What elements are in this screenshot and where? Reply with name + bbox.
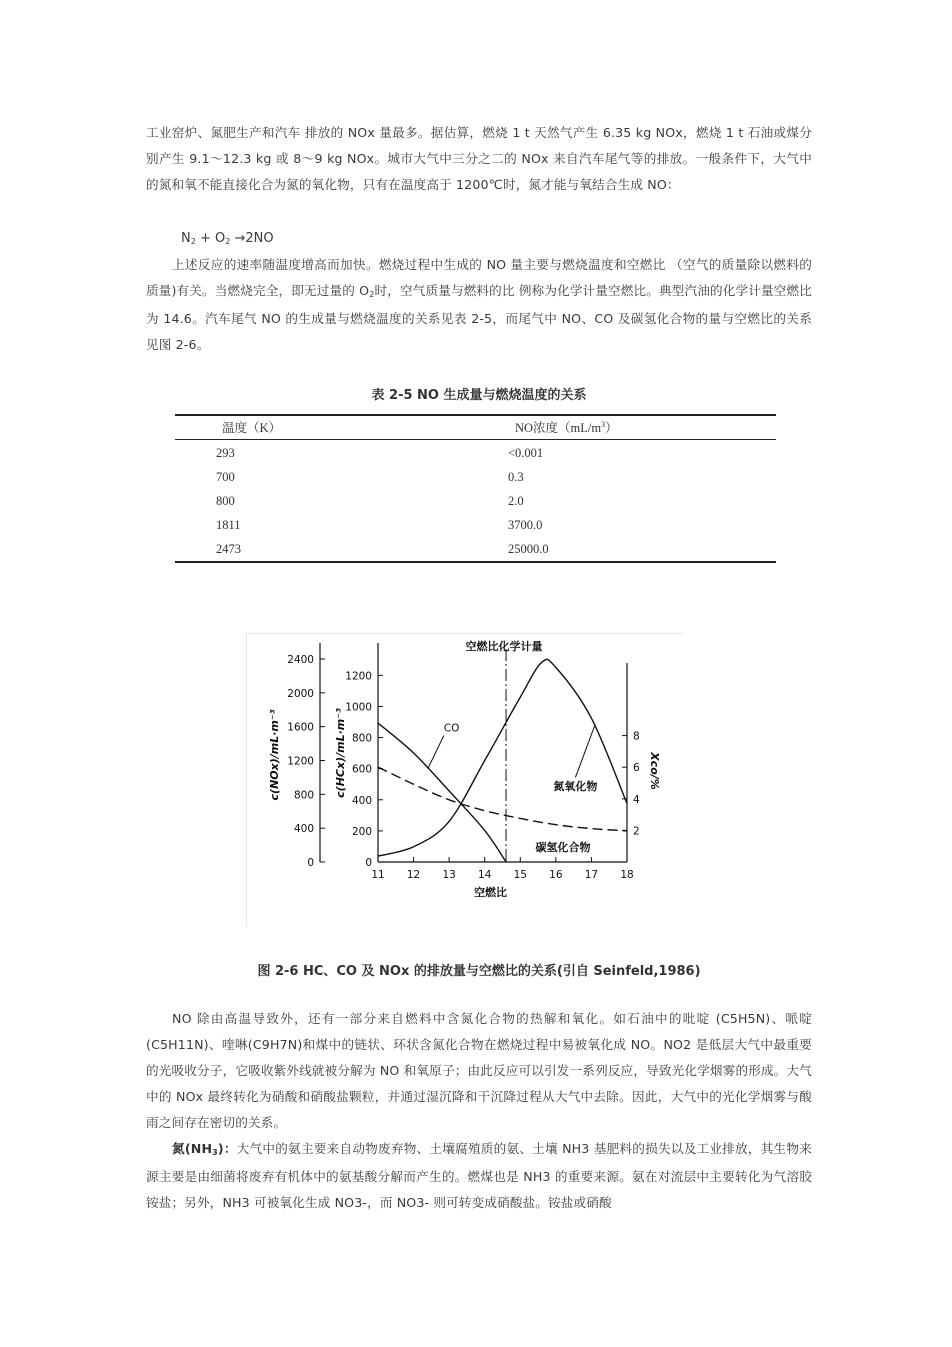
table-cell: 25000.0 bbox=[508, 542, 549, 556]
x-tick-label: 12 bbox=[406, 869, 421, 881]
co-axis-title: Xco/% bbox=[648, 752, 661, 790]
co-leader-line bbox=[428, 736, 444, 769]
stoichiometric-label: 空燃比化学计量 bbox=[465, 640, 543, 653]
co-tick-label: 8 bbox=[633, 730, 640, 743]
paragraph-4-heading: 氮(NH3)： bbox=[172, 1141, 237, 1157]
figure-caption: 图 2-6 HC、CO 及 NOx 的排放量与空燃比的关系(引自 Seinfeld,1986) bbox=[257, 964, 701, 979]
paragraph-4-body: 大气中的氨主要来自动物废弃物、土壤腐殖质的氨、土壤 NH3 基肥料的损失以及工业排放，其生物来源主要是由细菌将废弃有机体中的氨基酸分解而产生的。燃煤也是 NH3 的重要来源。氨在对流层中主要转化为气溶胶铵盐；另外，NH3 可被氧化生成 NO3-，而 NO3- 则可转变成硝酸盐。铵盐或硝酸 bbox=[146, 1141, 812, 1210]
hc-axis-title: c(HCx)/mL·m⁻³ bbox=[334, 708, 347, 798]
co-series-line bbox=[378, 723, 506, 862]
hc-tick-label: 1200 bbox=[345, 670, 372, 683]
co-tick-label: 2 bbox=[633, 825, 640, 838]
hc-tick-label: 1000 bbox=[345, 701, 372, 714]
nox-tick-label: 0 bbox=[307, 857, 314, 869]
hc-tick-label: 400 bbox=[351, 794, 372, 807]
table-cell: <0.001 bbox=[508, 446, 544, 460]
x-tick-label: 18 bbox=[620, 869, 634, 881]
table-header-temperature: 温度（K） bbox=[222, 421, 282, 435]
eq-n-sub: 2 bbox=[190, 237, 196, 246]
table-bottom-rule bbox=[175, 561, 776, 563]
chart-svg bbox=[246, 633, 683, 926]
nox-tick-label: 800 bbox=[293, 789, 314, 802]
nox-axis-title: c(NOx)/mL·m⁻³ bbox=[268, 709, 281, 801]
table-cell: 1811 bbox=[216, 518, 241, 532]
table-top-rule bbox=[175, 414, 776, 416]
nox-leader-line bbox=[575, 725, 595, 777]
x-tick-label: 14 bbox=[478, 869, 492, 881]
table-cell: 700 bbox=[216, 470, 235, 484]
nox-series-line bbox=[378, 659, 627, 856]
co-tick-label: 6 bbox=[633, 762, 640, 775]
table-cell: 293 bbox=[216, 446, 235, 460]
table-cell: 3700.0 bbox=[508, 518, 543, 532]
nox-tick-label: 400 bbox=[293, 823, 314, 836]
co-series-label: CO bbox=[443, 722, 460, 735]
table-cell: 800 bbox=[216, 494, 235, 508]
nox-tick-label: 1600 bbox=[287, 721, 314, 734]
hc-tick-label: 200 bbox=[351, 825, 372, 838]
eq-plus: + O bbox=[195, 231, 226, 246]
paragraph-2-sub: 2 bbox=[369, 290, 375, 299]
eq-o-sub: 2 bbox=[225, 237, 231, 246]
table-header-no-concentration: NO浓度$(mL/m^3)$ bbox=[515, 420, 618, 435]
paragraph-1: 工业窑炉、氮肥生产和汽车 排放的 NOx 量最多。据估算，燃烧 1 t 天然气产生 6.35 kg NOx，燃烧 1 t 石油或煤分别产生 9.1～12.3 kg 或 8～9 kg NOx。城市大气中三分之二的 NOx 来自汽车尾气等的排放。一般条件下，大气中的氮和氧不能直接化合为氮的氧化物，只有在温度高于 1200℃时，氮才能与氧结合生成 NO： bbox=[146, 125, 812, 192]
paragraph-2-a: 上述反应的速率随温度增高而加快。燃烧过程中生成的 NO 量主要与燃烧温度和空燃比 （空气的质量除以燃料的质量)有关。当燃烧完全，即无过量的 O bbox=[146, 257, 812, 298]
chart-series-layer bbox=[378, 659, 627, 862]
chart-static-layer bbox=[268, 639, 661, 899]
reaction-equation bbox=[181, 226, 274, 253]
hc-series-line bbox=[378, 767, 627, 831]
nox-tick-label: 2000 bbox=[287, 687, 314, 700]
nox-tick-label: 2400 bbox=[287, 654, 314, 666]
hc-series-label: 碳氢化合物 bbox=[535, 841, 591, 855]
co-tick-label: 4 bbox=[633, 793, 640, 806]
table-header-rule bbox=[175, 439, 776, 440]
x-tick-label: 13 bbox=[442, 869, 456, 881]
table-cell: 2473 bbox=[216, 542, 241, 556]
eq-n: N bbox=[181, 231, 191, 246]
hc-tick-label: 800 bbox=[351, 732, 372, 745]
x-tick-label: 11 bbox=[371, 869, 385, 881]
table-cell: 2.0 bbox=[508, 494, 524, 508]
nox-tick-label: 1200 bbox=[287, 755, 314, 768]
x-axis-title: 空燃比 bbox=[474, 886, 507, 899]
paragraph-2-b: 时，空气质量与燃料的比 例称为化学计量空燃比。典型汽油的化学计量空燃比为 14.6。汽车尾气 NO 的生成量与燃烧温度的关系见表 2-5，而尾气中 NO、CO 及碳氢化合物的量与空燃比的关系见图 2-6。 bbox=[146, 283, 812, 352]
nox-series-label: 氮氧化物 bbox=[553, 780, 598, 794]
hc-tick-label: 600 bbox=[351, 763, 372, 776]
hc-tick-label: 0 bbox=[365, 857, 372, 869]
x-tick-label: 15 bbox=[513, 869, 527, 881]
table-caption: 表 2-5 NO 生成量与燃烧温度的关系 bbox=[371, 388, 587, 403]
table-cell: 0.3 bbox=[508, 470, 524, 484]
x-tick-label: 17 bbox=[584, 869, 599, 881]
paragraph-3: NO 除由高温导致外，还有一部分来自燃料中含氮化合物的热解和氧化。如石油中的吡啶 (C5H5N)、哌啶(C5H11N)、喹啉(C9H7N)和煤中的链状、环状含氮化合物在燃烧过程中易被氧化成 NO。NO2 是低层大气中最重要的光吸收分子，它吸收紫外线就被分解为 NO 和氧原子；由此反应可以引发一系列反应，导致光化学烟雾的形成。大气中的 NOx 最终转化为硝酸和硝酸盐颗粒，并通过湿沉降和干沉降过程从大气中去除。因此，大气中的光化学烟雾与酸雨之间存在密切的关系。 bbox=[146, 1011, 812, 1130]
paragraph-4 bbox=[146, 1136, 812, 1216]
figure-chart bbox=[246, 633, 683, 926]
paragraph-2 bbox=[146, 252, 812, 358]
x-tick-label: 16 bbox=[549, 869, 563, 881]
eq-rhs: →2NO bbox=[230, 231, 274, 246]
